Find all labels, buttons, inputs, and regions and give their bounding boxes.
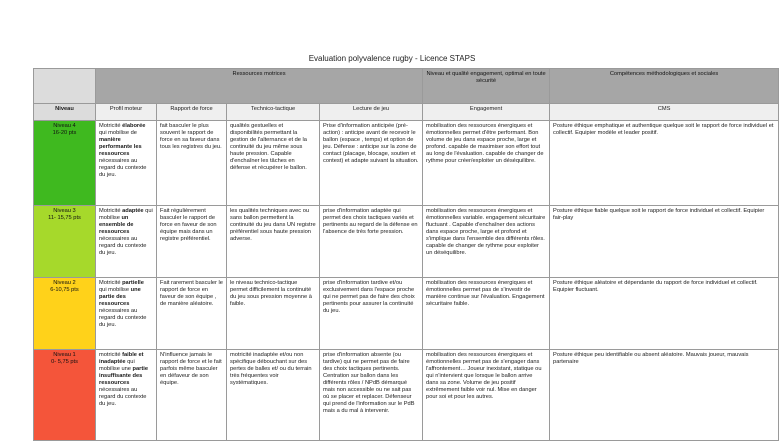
profil-text: motricité (99, 352, 123, 358)
group-competences: Compétences méthodologiques et sociales (550, 69, 779, 104)
group-ressources: Ressources motrices (96, 69, 423, 104)
profil-text: Motricité (99, 280, 123, 286)
profil-bold: un ensemble de ressources (99, 214, 134, 235)
col-technico: Technico-tactique (227, 104, 320, 121)
lecture-cell: prise d'information adaptée qui permet des choix tactiques variés et pertinents au regard de la défense en l'absence de très forte pression. (320, 206, 423, 278)
level-name: Niveau 3 (53, 208, 76, 214)
profil-bold: partie insuffisante des ressources (99, 365, 149, 386)
profil-text: qui mobilise (99, 286, 131, 293)
cms-cell: Posture éthique aléatoire et dépendante du rapport de force individuel et collectif. Equipier fluctuant. (550, 278, 779, 350)
profil-bold: manière performante les ressources (99, 136, 142, 157)
profil-cell (96, 278, 157, 350)
rapport-cell: N'influence jamais le rapport de force et le fait parfois même basculer en défaveur de son équipe. (157, 350, 227, 441)
technico-cell: les qualités techniques avec ou sans ballon permettent la continuité du jeu dans UN registre préférentiel sous haute pression adverse. (227, 206, 320, 278)
profil-cell (96, 206, 157, 278)
col-profil: Profil moteur (96, 104, 157, 121)
technico-cell: le niveau technico-tactique permet difficilement la continuité du jeu sous pression moyenne à faible. (227, 278, 320, 350)
cms-cell: Posture éthique peu identifiable ou absent aléatoire. Mauvais joueur, mauvais partenaire (550, 350, 779, 441)
table-row (34, 350, 779, 441)
technico-cell: motricité inadaptée et/ou non spécifique débouchant sur des pertes de balles et/ ou du terrain très fréquentes voir systématiques. (227, 350, 320, 441)
level-cell (34, 206, 96, 278)
level-cell (34, 278, 96, 350)
group-engagement: Niveau et qualité engagement, optimal en toute sécurité (423, 69, 550, 104)
engagement-cell: mobilisation des ressources énergiques et émotionnelles permet d'être performant. Bon volume de jeu dans espace proche, large et profond. capable de maximiser son effort tout au long de l'évaluation. capable de changer de rythme pour créer/exploiter un déséquilibre. (423, 121, 550, 206)
profil-text: Motricité (99, 123, 123, 129)
profil-text: nécessaires au regard du contexte du jeu. (99, 386, 147, 407)
level-name: Niveau 4 (53, 123, 76, 129)
lecture-cell: prise d'information tardive et/ou exclusivement dans l'espace proche qui ne permet pas de faire des choix pertinents pour assurer la continuité du jeu. (320, 278, 423, 350)
cms-cell: Posture éthique emphatique et authentique quelque soit le rapport de force individuel et collectif. Equipier modèle et leader positif. (550, 121, 779, 206)
profil-bold: faible et inadaptée (99, 352, 144, 365)
profil-text: nécessaires au regard du contexte du jeu. (99, 235, 147, 256)
profil-text: Motricité (99, 208, 123, 214)
col-engagement: Engagement (423, 104, 550, 121)
rapport-cell: Fait régulièrement basculer le rapport de force en faveur de son équipe mais dans un registre préférentiel. (157, 206, 227, 278)
engagement-cell: mobilisation des ressources énergiques et émotionnelles permet pas de s'engager dans l'affrontement… Joueur inexistant, statique ou qui n'intervient que lorsque le ballon arrive dans sa zone. Volume de jeu positif extrêmement faible voir nul. Mise en danger pour soi et pour les autres. (423, 350, 550, 441)
level-name: Niveau 2 (53, 280, 76, 286)
col-cms: CMS (550, 104, 779, 121)
table-row (34, 206, 779, 278)
lecture-cell: Prise d'information anticipée (pré-action) : anticipe avant de recevoir le ballon (espace , temps) et option de jeu. Défense : anticipe sur la zone de contact (placage, blocage, soutien et contest) et adapte suivant la situation. (320, 121, 423, 206)
profil-text: qui mobilise (99, 208, 153, 221)
engagement-cell: mobilisation des ressources énergiques et émotionnelles permet pas de s'investir de manière continue sur l'évaluation. Engagement sécuritaire faible. (423, 278, 550, 350)
profil-cell (96, 121, 157, 206)
profil-text: nécessaires au regard du contexte du jeu. (99, 307, 147, 328)
level-points: 11- 15,75 pts (48, 214, 81, 221)
column-header-row (34, 104, 779, 121)
group-header-row (34, 69, 779, 104)
col-rapport: Rapport de force (157, 104, 227, 121)
col-niveau: Niveau (34, 104, 96, 121)
level-cell (34, 350, 96, 441)
page-title: Evaluation polyvalence rugby - Licence STAPS (308, 54, 476, 63)
rapport-cell: Fait rarement basculer le rapport de force en faveur de son équipe , de manière aléatoire. (157, 278, 227, 350)
profil-bold: partielle (122, 280, 144, 286)
profil-text: nécessaires au regard du contexte du jeu. (99, 157, 147, 178)
level-cell (34, 121, 96, 206)
table-row (34, 121, 779, 206)
rapport-cell: fait basculer le plus souvent le rapport de force en sa faveur dans tous les registres du jeu. (157, 121, 227, 206)
profil-bold: élaborée (122, 123, 146, 129)
evaluation-grid (33, 68, 779, 441)
profil-text: qui mobilise une (99, 358, 135, 372)
col-lecture: Lecture de jeu (320, 104, 423, 121)
profil-cell (96, 350, 157, 441)
level-points: 0- 5,75 pts (51, 358, 78, 365)
cms-cell: Posture éthique fiable quelque soit le rapport de force individuel et collectif. Equipier fair-play (550, 206, 779, 278)
profil-text: qui mobilise de (99, 129, 137, 136)
level-name: Niveau 1 (53, 352, 76, 358)
table-row (34, 278, 779, 350)
technico-cell: qualités gestuelles et disponibilités permettant la gestion de l'alternance et de la continuité du jeu même sous haute pression. Capable d'enchaîner les tâches en défense et récupérer le ballon. (227, 121, 320, 206)
profil-bold: une partie des ressources (99, 286, 141, 307)
corner-cell (34, 69, 96, 104)
engagement-cell: mobilisation des ressources énergiques et émotionnelles variable. engagement sécuritaire fluctuant . Capable d'enchaîner des actions dans espace proche, large et profond et s'implique dans l'ensemble des différents rôles. capable de changer de rythme pour exploiter un déséquilibre. (423, 206, 550, 278)
level-points: 16-20 pts (52, 129, 77, 136)
lecture-cell: prise d'information absente (ou tardive) qui ne permet pas de faire des choix tactiques pertinents. Centration sur ballon dans les différents rôles / NPdB démarqué mais non accessible ou ne sait pas où se placer et replacer. Défenseur qui prend de l'information sur le PdB mais a du mal à intervenir. (320, 350, 423, 441)
profil-bold: adaptée (122, 208, 144, 214)
level-points: 6-10,75 pts (50, 286, 79, 293)
